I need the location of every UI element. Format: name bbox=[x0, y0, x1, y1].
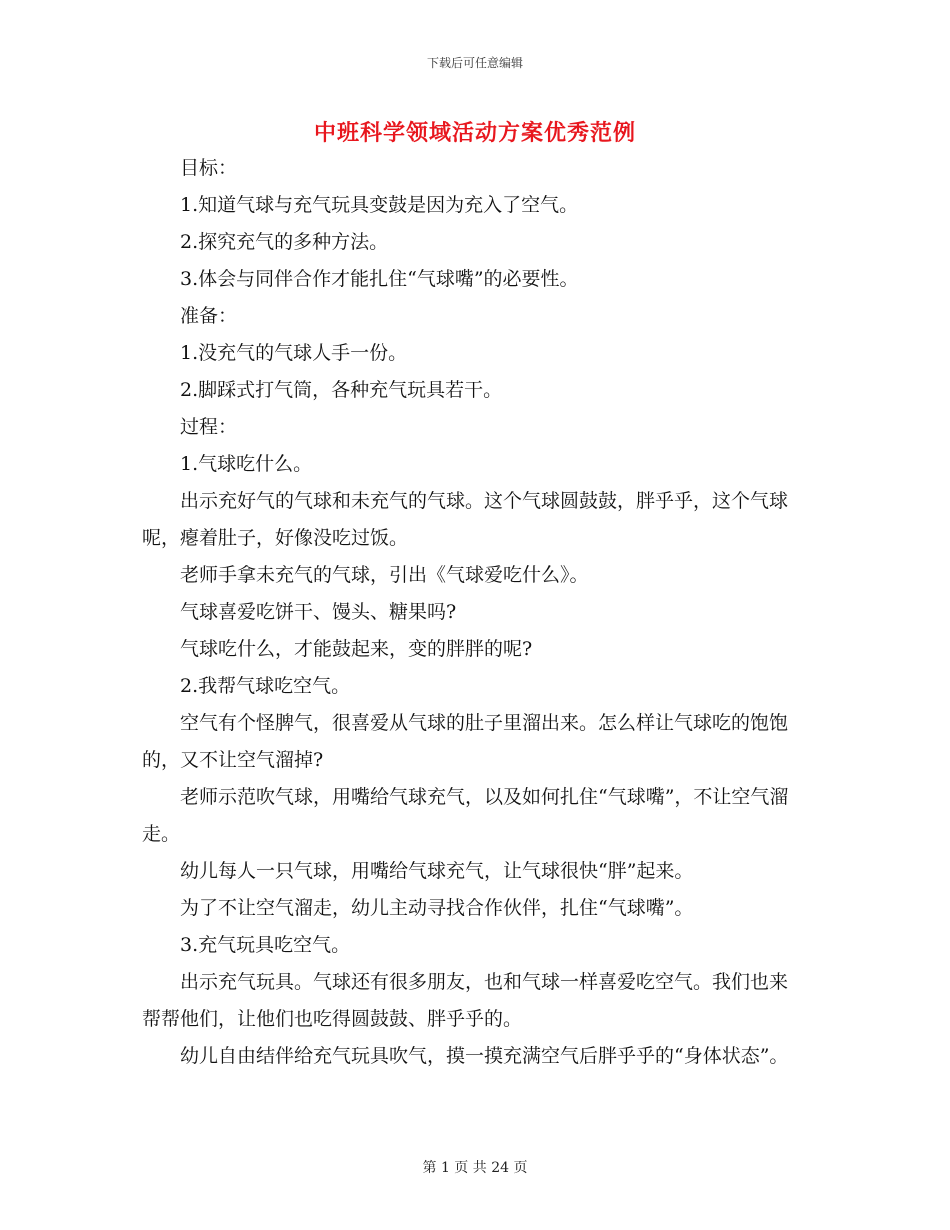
paragraph: 1.气球吃什么。 bbox=[180, 453, 313, 475]
paragraph: 目标： bbox=[180, 157, 238, 179]
paragraph: 出示充气玩具。气球还有很多朋友，也和气球一样喜爱吃空气。我们也来帮帮他们，让他们也吃得圆鼓鼓、胖乎乎的。 bbox=[142, 971, 789, 1030]
header-note: 下载后可任意编辑 bbox=[426, 56, 523, 70]
paragraph: 2.我帮气球吃空气。 bbox=[180, 675, 351, 697]
document-body bbox=[142, 150, 802, 1075]
paragraph: 老师示范吹气球，用嘴给气球充气，以及如何扎住“气球嘴”，不让空气溜走。 bbox=[142, 786, 789, 845]
paragraph: 1.没充气的气球人手一份。 bbox=[180, 342, 408, 364]
paragraph: 幼儿每人一只气球，用嘴给气球充气，让气球很快“胖”起来。 bbox=[180, 860, 694, 882]
paragraph: 出示充好气的气球和未充气的气球。这个气球圆鼓鼓，胖乎乎，这个气球呢，瘪着肚子，好像没吃过饭。 bbox=[142, 490, 789, 549]
paragraph: 2.脚踩式打气筒，各种充气玩具若干。 bbox=[180, 379, 503, 401]
paragraph: 气球吃什么，才能鼓起来，变的胖胖的呢? bbox=[180, 638, 533, 660]
paragraph: 幼儿自由结伴给充气玩具吹气，摸一摸充满空气后胖乎乎的“身体状态”。 bbox=[180, 1045, 789, 1067]
paragraph: 气球喜爱吃饼干、馒头、糖果吗? bbox=[180, 601, 457, 623]
paragraph: 2.探究充气的多种方法。 bbox=[180, 231, 389, 253]
page-number: 第 1 页 共 24 页 bbox=[422, 1160, 528, 1176]
paragraph: 老师手拿未充气的气球，引出《气球爱吃什么》。 bbox=[180, 564, 589, 586]
paragraph: 空气有个怪脾气，很喜爱从气球的肚子里溜出来。怎么样让气球吃的饱饱的，又不让空气溜掉? bbox=[142, 712, 789, 771]
paragraph: 为了不让空气溜走，幼儿主动寻找合作伙伴，扎住“气球嘴”。 bbox=[180, 897, 694, 919]
paragraph: 1.知道气球与充气玩具变鼓是因为充入了空气。 bbox=[180, 194, 579, 216]
paragraph: 准备： bbox=[180, 305, 238, 327]
paragraph: 3.体会与同伴合作才能扎住“气球嘴”的必要性。 bbox=[180, 268, 579, 290]
paragraph: 3.充气玩具吃空气。 bbox=[180, 934, 351, 956]
document-title: 中班科学领域活动方案优秀范例 bbox=[313, 120, 636, 146]
paragraph: 过程： bbox=[180, 416, 238, 438]
